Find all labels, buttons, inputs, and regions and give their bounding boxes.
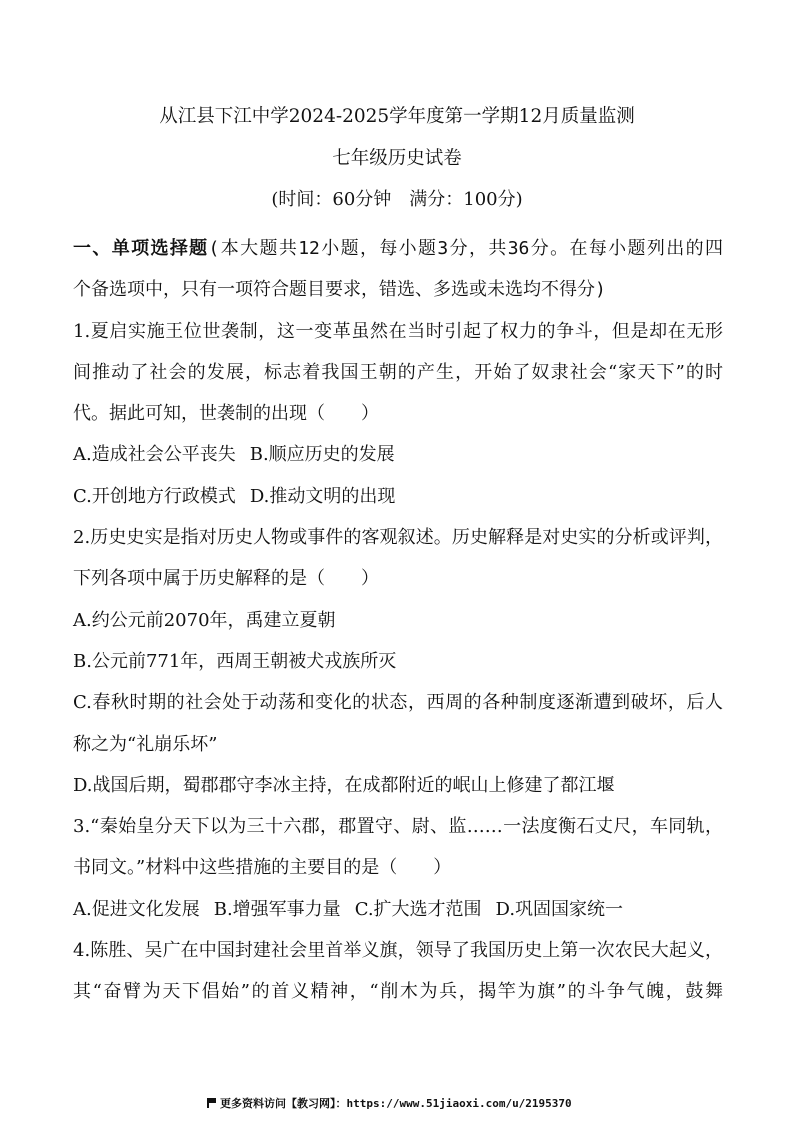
q2-option-d: D.战国后期，蜀郡郡守李冰主持，在成都附近的岷山上修建了都江堰	[73, 774, 615, 796]
q3-option-c: C.扩大选才范围	[354, 898, 482, 920]
q1-option-a: A.造成社会公平丧失	[73, 444, 236, 466]
q2-option-c-line2: 称之为“礼崩乐坏”	[73, 733, 218, 755]
exam-subtitle: 七年级历史试卷	[332, 148, 462, 169]
q1-stem-line3: 代。据此可知，世袭制的出现（ ）	[73, 403, 379, 425]
q1-option-d: D.推动文明的出现	[249, 485, 396, 507]
footer-link[interactable]	[207, 1097, 572, 1111]
q2-stem-line1: 2.历史史实是指对历史人物或事件的客观叙述。历史解释是对史实的分析或评判，	[73, 527, 723, 549]
q3-option-d: D.巩固国家统一	[495, 898, 624, 920]
q4-stem-line2: 其“奋臂为天下倡始”的首义精神，“削木为兵，揭竿为旗”的斗争气魄，鼓舞	[73, 981, 723, 1003]
section1-header	[73, 228, 723, 269]
q2-option-c-line1: C.春秋时期的社会处于动荡和变化的状态，西周的各种制度逐渐遭到破坏，后人	[73, 692, 723, 714]
section1-heading: 一、单项选择题	[73, 238, 209, 259]
q2-option-b: B.公元前771年，西周王朝被犬戎族所灭	[73, 650, 397, 672]
q1-stem-line2: 间推动了社会的发展，标志着我国王朝的产生，开始了奴隶社会“家天下”的时	[73, 361, 723, 383]
exam-title: 从江县下江中学2024-2025学年度第一学期12月质量监测	[159, 106, 635, 127]
q4-stem-line1: 4.陈胜、吴广在中国封建社会里首举义旗，领导了我国历史上第一次农民大起义，	[73, 940, 723, 962]
exam-time-info: (时间：60分钟 满分：100分)	[271, 189, 523, 210]
q2-option-a: A.约公元前2070年，禹建立夏朝	[73, 609, 336, 631]
q3-options-row	[73, 889, 723, 930]
q1-option-c: C.开创地方行政模式	[73, 485, 236, 507]
section1-desc-line2: 个备选项中，只有一项符合题目要求，错选、多选或未选均不得分)	[73, 279, 606, 301]
q3-option-b: B.增强军事力量	[213, 898, 341, 920]
q3-option-a: A.促进文化发展	[73, 898, 200, 920]
q1-options-row1	[73, 434, 723, 475]
q2-stem-line2: 下列各项中属于历史解释的是（ ）	[73, 568, 379, 590]
footer-text: 更多资料访问【教习网】：https://www.51jiaoxi.com/u/2195370	[220, 1097, 572, 1110]
section1-desc-line1: (本大题共12小题，每小题3分，共36分。在每小题列出的四	[208, 238, 723, 259]
exam-content	[73, 228, 723, 1013]
q1-option-b: B.顺应历史的发展	[249, 444, 395, 466]
q3-stem-line2: 书同文。”材料中这些措施的主要目的是（ ）	[73, 857, 452, 879]
q1-options-row2	[73, 476, 723, 517]
q3-stem-line1: 3.“秦始皇分天下以为三十六郡，郡置守、尉、监……一法度衡石丈尺，车同轨，	[73, 816, 723, 838]
q1-stem-line1: 1.夏启实施王位世袭制，这一变革虽然在当时引起了权力的争斗，但是却在无形	[73, 320, 723, 342]
flag-icon	[207, 1098, 216, 1108]
